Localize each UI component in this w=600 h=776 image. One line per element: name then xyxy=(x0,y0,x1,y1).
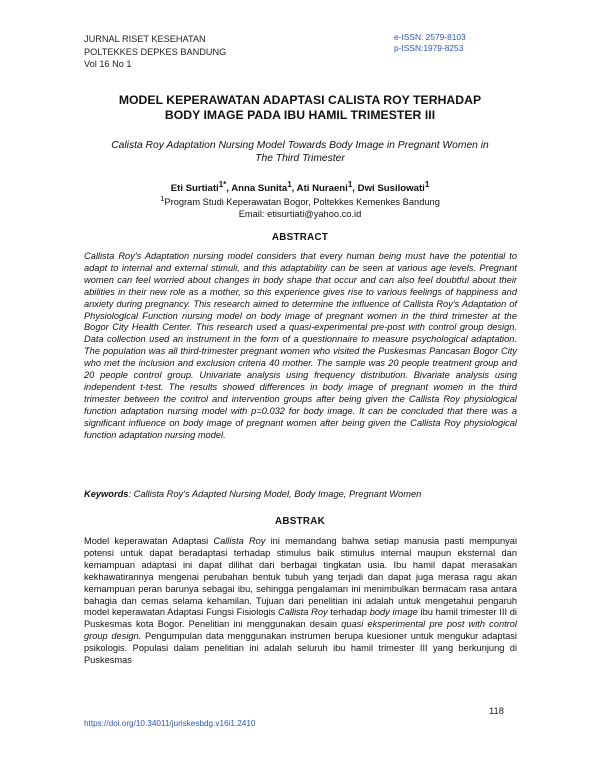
keywords-label: Keywords xyxy=(84,489,129,499)
abstrak-text: ini memandang bahwa setiap manusia pasti mempunyai potensi untuk dapat beradaptasi terhadap stimulus baik stimulus internal maupun eksternal dan kemampuan adaptasi ini dapat dilihat dari berbagai tingkatan usia. Ibu hamil dapat merasakan kekhawatirannya mengenai perubahan bentuk tubuh yang terjadi dan dapat juga merasa ragu akan kemampuan peran barunya sebagai ibu, sehingga pengalaman ini menimbulkan bermacam rasa antara bahagia dan cemas selama kehamilan. Tujuan dari penelitian ini adalah untuk mengetahui pengaruh model keperawatan Adaptasi Fungsi Fisiologis xyxy=(84,536,517,618)
author-1-affil: 1* xyxy=(218,180,227,189)
keywords-text: Callista Roy's Adapted Nursing Model, Body Image, Pregnant Women xyxy=(133,489,422,499)
affiliation-text: Program Studi Keperawatan Bogor, Poltekkes Kemenkes Bandung xyxy=(164,197,440,208)
abstrak-italic: Callista Roy xyxy=(278,607,328,618)
paper-subtitle xyxy=(70,139,530,165)
journal-volume: Vol 16 No 1 xyxy=(84,59,132,69)
journal-institution: POLTEKKES DEPKES BANDUNG xyxy=(84,46,227,57)
paper-title xyxy=(70,93,530,123)
keywords xyxy=(84,488,517,500)
abstrak-italic: body image xyxy=(369,607,418,618)
author-2: Anna Sunita xyxy=(231,183,288,195)
author-3-affil: 1 xyxy=(347,180,353,189)
abstrak-italic: Callista Roy xyxy=(213,536,266,546)
author-email: Email: etisurtiati@yahoo.co.id xyxy=(238,208,362,219)
abstract-indonesian xyxy=(84,536,517,667)
author-4: Dwi Susilowati xyxy=(357,183,425,195)
keywords-sep: : xyxy=(128,489,134,499)
abstrak-italic: quasi eksperimental pre post with control group design. xyxy=(84,619,517,642)
title-line-2: BODY IMAGE PADA IBU HAMIL TRIMESTER III xyxy=(164,108,436,122)
abstrak-text: ibu hamil trimester III di Puskesmas kota Bogor. Penelitian ini menggunakan desain xyxy=(84,607,517,630)
affiliation xyxy=(60,193,540,220)
author-1: Eti Surtiati xyxy=(170,183,219,195)
author-4-affil: 1 xyxy=(424,180,430,189)
abstrak-text: Pengumpulan data menggunakan instrumen berupa kuesioner untuk mengukur adaptasi psikologis. Populasi dalam penelitian ini adalah seluruh ibu hamil trimester III yang berkunjung di Puskesmas xyxy=(84,631,517,666)
issn-block xyxy=(394,32,466,54)
e-issn: e-ISSN: 2579-8103 xyxy=(394,32,466,42)
page-number: 118 xyxy=(489,705,504,716)
journal-name: JURNAL RISET KESEHATAN xyxy=(84,34,206,44)
affiliation-mark: 1 xyxy=(160,194,165,203)
abstract-english: Callista Roy's Adaptation nursing model considers that every human being must have the potential to adapt to internal and external stimuli, and this adaptability can be seen at various age levels. Pregnant women can feel worried about changes in body shape that occur and can also feel doubtful about their abilities in their new role as a mother, so this experience gives rise to various feelings of happiness and anxiety during pregnancy. This research aimed to determine the influence of Callista Roy's Adaptation of Physiological Function nursing model on body image of pregnant women in the third trimester at the Bogor City Health Center. This research used a quasi-experimental pre-post with control group design. Data collection used an instrument in the form of a questionnaire to measure psychological adaptation. The population was all third-trimester pregnant women who visited the Puskesmas Pancasan Bogor City who met the inclusion and exclusion criteria 40 mother. The sample was 20 people treatment group and 20 people control group. Univariate analysis using frequency distribution. Bivariate analysis using independent t-test. The results showed differences in body image of pregnant women in the third trimester between the control and intervention groups after being given the Callista Roy physiological function adaptation nursing model with p=0.032 for body image. It can be concluded that there was a significant influence on body image of pregnant women after being given the Callista Roy physiological function adaptation nursing model. xyxy=(84,251,517,440)
abstrak-heading: ABSTRAK xyxy=(275,516,325,527)
abstrak-text: terhadap xyxy=(327,607,370,618)
journal-header xyxy=(84,33,226,71)
title-line-1: MODEL KEPERAWATAN ADAPTASI CALISTA ROY TERHADAP xyxy=(118,93,482,107)
author-sep: , xyxy=(291,183,297,195)
author-sep: , xyxy=(226,183,232,195)
author-3: Ati Nuraeni xyxy=(296,183,348,195)
subtitle-line-1: Calista Roy Adaptation Nursing Model Towards Body Image in Pregnant Women in xyxy=(111,140,489,151)
abstrak-text: Model keperawatan Adaptasi xyxy=(84,536,214,546)
doi-link[interactable]: https://doi.org/10.34011/juriskesbdg.v16i1.2410 xyxy=(84,719,256,728)
abstract-heading: ABSTRACT xyxy=(271,232,329,243)
subtitle-line-2: The Third Trimester xyxy=(255,153,345,164)
author-2-affil: 1 xyxy=(287,180,292,189)
author-sep: , xyxy=(352,183,358,195)
p-issn: p-ISSN:1979-8253 xyxy=(394,43,464,53)
